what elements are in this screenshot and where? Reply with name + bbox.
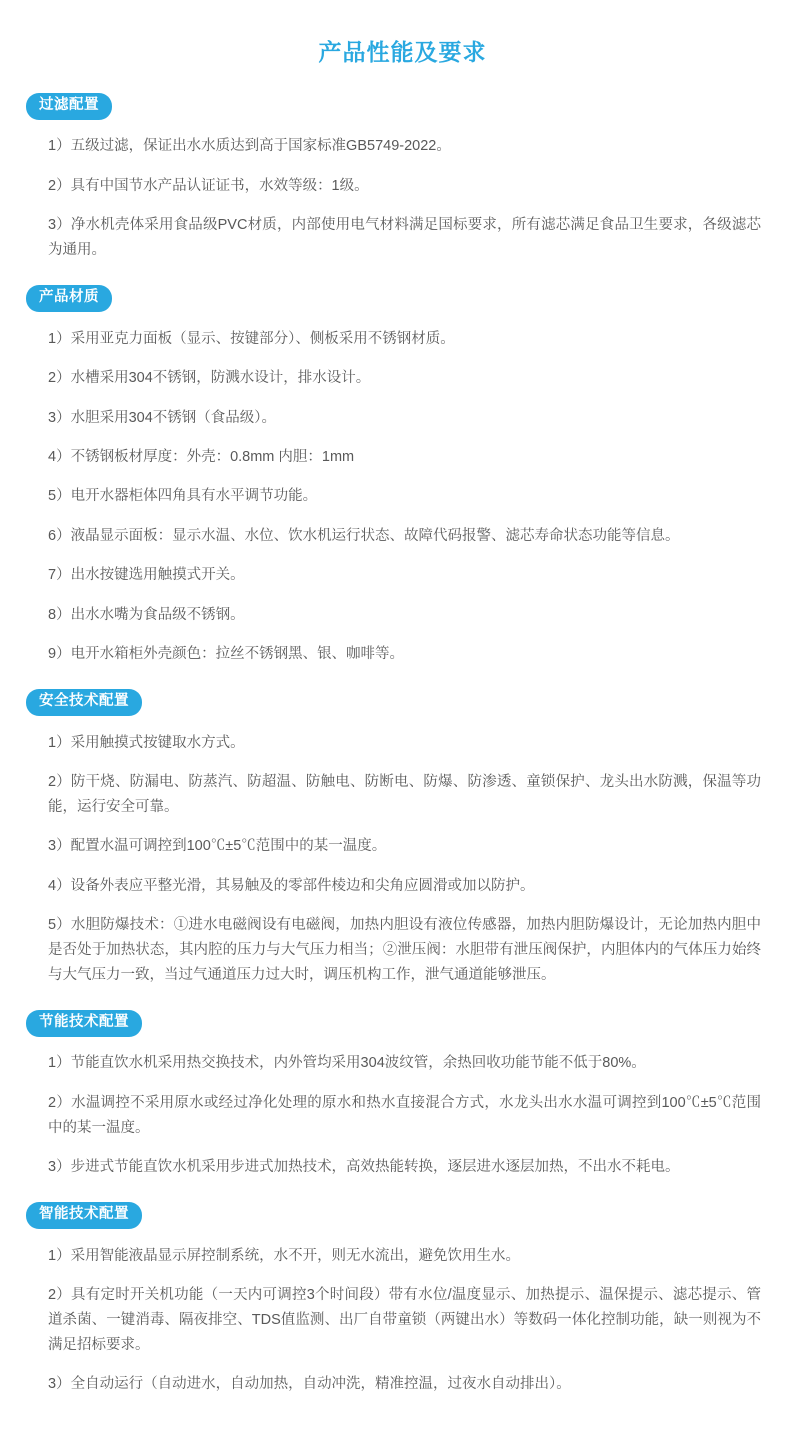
list-item: 3）水胆采用304不锈钢（食品级）。 — [48, 409, 277, 426]
section-header-safety-tech-config: 安全技术配置 — [26, 689, 142, 716]
list-item: 2）水温调控不采用原水或经过净化处理的原水和热水直接混合方式，水龙头出水水温可调控到100℃±5℃范围中的某一温度。 — [48, 1094, 761, 1136]
list-item: 2）具有中国节水产品认证证书，水效等级：1级。 — [48, 177, 369, 194]
page-title: 产品性能及要求 — [318, 39, 487, 65]
section-body-filter-config — [26, 134, 779, 263]
list-item: 4）设备外表应平整光滑，其易触及的零部件棱边和尖角应圆滑或加以防护。 — [48, 877, 535, 894]
list-item: 1）五级过滤，保证出水水质达到高于国家标准GB5749-2022。 — [48, 138, 451, 155]
list-item: 4）不锈钢板材厚度：外壳：0.8mm 内胆：1mm — [48, 448, 355, 465]
list-item: 2）水槽采用304不锈钢，防溅水设计，排水设计。 — [48, 370, 371, 387]
list-item: 3）全自动运行（自动进水，自动加热，自动冲洗，精准控温，过夜水自动排出）。 — [48, 1376, 571, 1393]
list-item: 2）防干烧、防漏电、防蒸汽、防超温、防触电、防断电、防爆、防渗透、童锁保护、龙头出水防溅，保温等功能，运行安全可靠。 — [48, 773, 761, 815]
section-header-energy-saving-config: 节能技术配置 — [26, 1010, 142, 1037]
list-item: 3）配置水温可调控到100℃±5℃范围中的某一温度。 — [48, 838, 387, 855]
section-body-smart-tech-config — [26, 1244, 779, 1398]
section-header-product-material: 产品材质 — [26, 285, 112, 312]
section-product-material — [26, 285, 779, 667]
section-body-energy-saving-config — [26, 1051, 779, 1180]
list-item: 6）液晶显示面板：显示水温、水位、饮水机运行状态、故障代码报警、滤芯寿命状态功能等信息。 — [48, 527, 680, 544]
section-filter-config — [26, 93, 779, 263]
list-item: 5）电开水器柜体四角具有水平调节功能。 — [48, 488, 318, 505]
section-body-product-material — [26, 327, 779, 667]
section-body-safety-tech-config — [26, 731, 779, 989]
list-item: 5）水胆防爆技术：①进水电磁阀设有电磁阀，加热内胆设有液位传感器，加热内胆防爆设计，无论加热内胆中是否处于加热状态，其内腔的压力与大气压力相当；②泄压阀：水胆带有泄压阀保护，内胆体内的气体压力始终与大气压力一致，当过气通道压力过大时，调压机构工作，泄气通道能够泄压。 — [48, 917, 761, 984]
list-item: 7）出水按键选用触摸式开关。 — [48, 567, 245, 584]
section-header-filter-config: 过滤配置 — [26, 93, 112, 120]
list-item: 1）节能直饮水机采用热交换技术，内外管均采用304波纹管，余热回收功能节能不低于80%。 — [48, 1055, 646, 1072]
list-item: 8）出水水嘴为食品级不锈钢。 — [48, 606, 245, 623]
section-header-smart-tech-config: 智能技术配置 — [26, 1202, 142, 1229]
list-item: 2）具有定时开关机功能（一天内可调控3个时间段）带有水位/温度显示、加热提示、温保提示、滤芯提示、管道杀菌、一键消毒、隔夜排空、TDS值监测、出厂自带童锁（两键出水）等数码一体化控制功能，缺一则视为不满足招标要求。 — [48, 1287, 761, 1353]
list-item: 3）净水机壳体采用食品级PVC材质，内部使用电气材料满足国标要求，所有滤芯满足食品卫生要求，各级滤芯为通用。 — [48, 217, 761, 259]
section-safety-tech-config — [26, 689, 779, 988]
section-energy-saving-config — [26, 1010, 779, 1180]
section-smart-tech-config — [26, 1202, 779, 1397]
list-item: 1）采用触摸式按键取水方式。 — [48, 734, 245, 751]
list-item: 1）采用亚克力面板（显示、按键部分）、侧板采用不锈钢材质。 — [48, 330, 455, 347]
list-item: 9）电开水箱柜外壳颜色：拉丝不锈钢黑、银、咖啡等。 — [48, 646, 405, 663]
list-item: 1）采用智能液晶显示屏控制系统，水不开，则无水流出，避免饮用生水。 — [48, 1247, 521, 1264]
list-item: 3）步进式节能直饮水机采用步进式加热技术，高效热能转换，逐层进水逐层加热，不出水不耗电。 — [48, 1159, 680, 1176]
